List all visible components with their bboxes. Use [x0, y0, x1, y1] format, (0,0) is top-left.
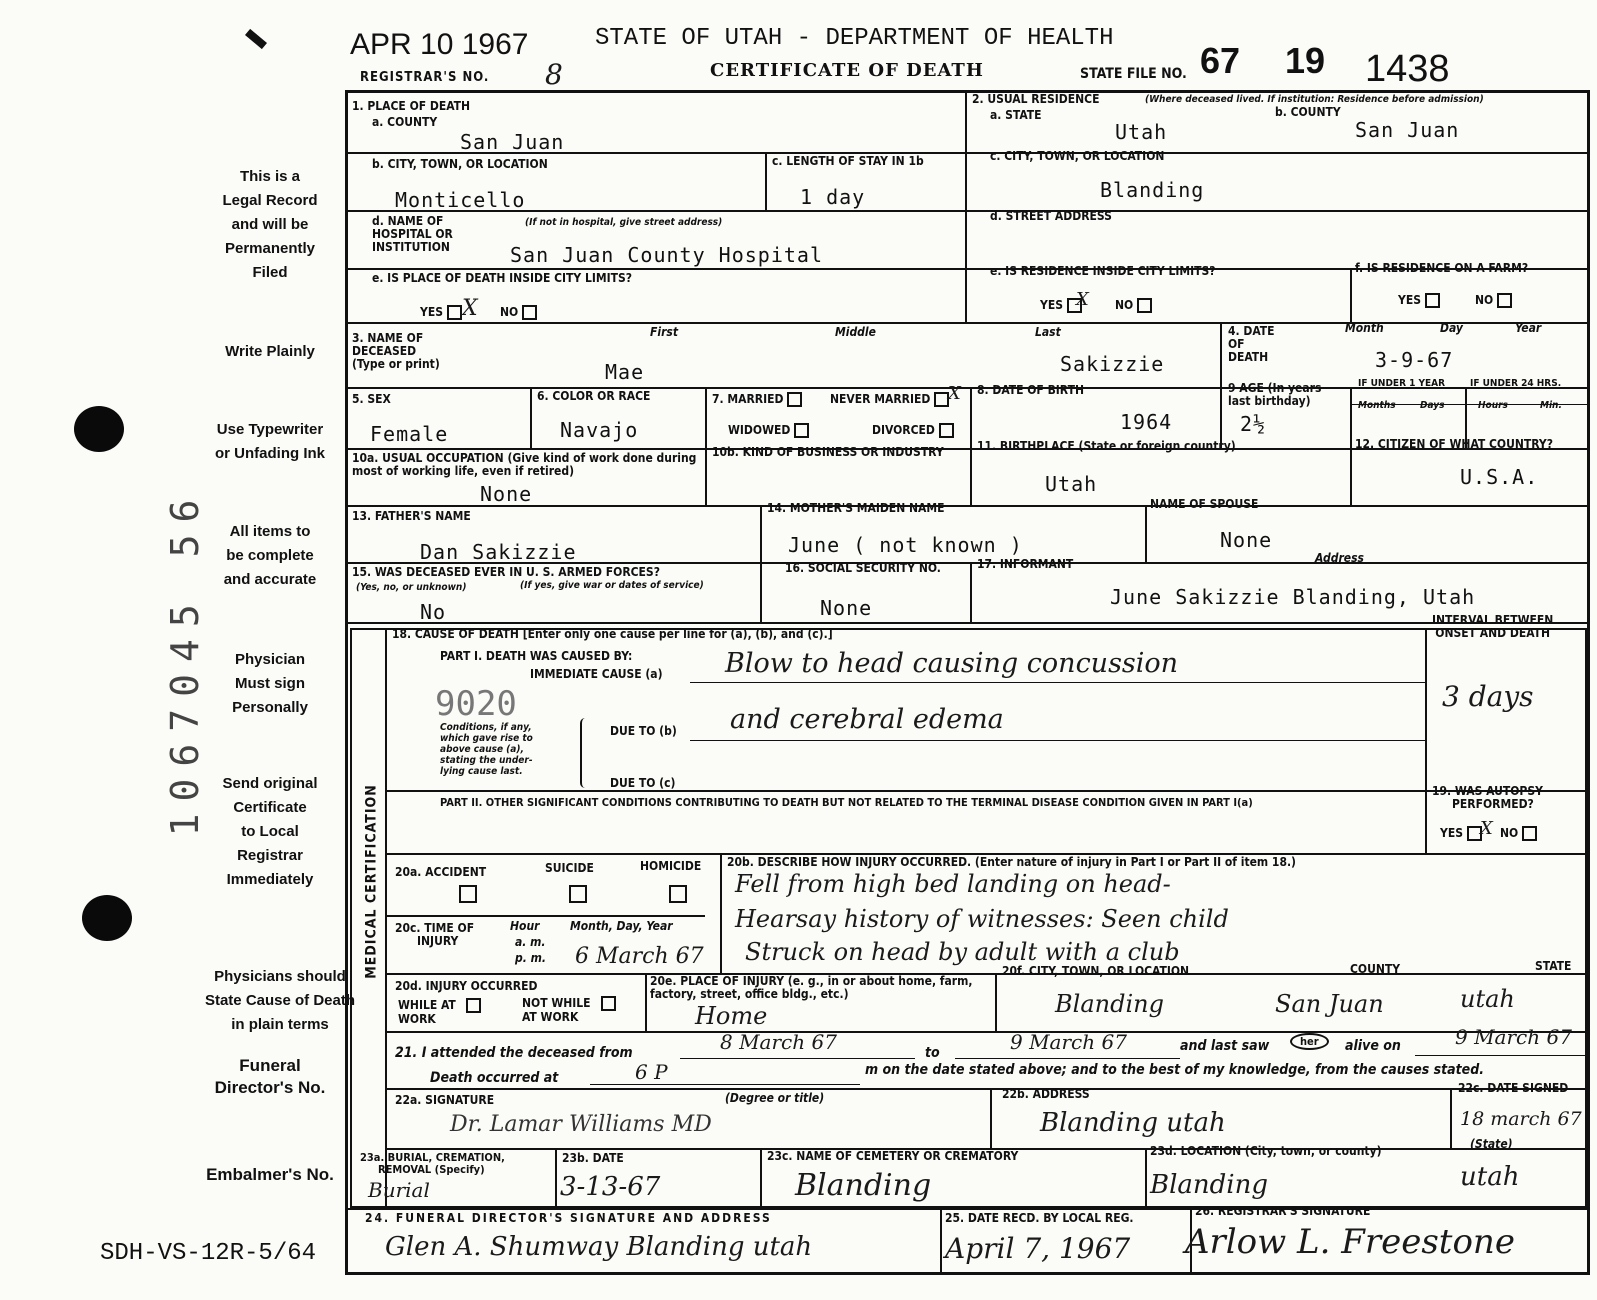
certificate-title: CERTIFICATE OF DEATH: [710, 60, 984, 81]
label-place-of-injury: 20e. PLACE OF INJURY (e. g., in or about home, farm, factory, street, office bldg., etc.): [650, 974, 973, 1001]
checkbox-not-while-work[interactable]: NOT WHILE AT WORK: [522, 996, 616, 1024]
value-hospital: San Juan County Hospital: [510, 243, 823, 267]
value-burial: Burial: [368, 1178, 430, 1202]
value-county: San Juan: [460, 130, 565, 154]
value-injury-2: Hearsay history of witnesses: Seen child: [735, 905, 1229, 933]
value-injury-time: 6 March 67: [575, 944, 704, 969]
state-file-a: 67: [1200, 40, 1241, 81]
checkbox-suicide[interactable]: [569, 885, 587, 903]
label-name: 3. NAME OF DECEASED (Type or print): [352, 331, 440, 371]
checkbox-divorced[interactable]: DIVORCED: [872, 423, 954, 438]
label-due-c: DUE TO (c): [610, 776, 676, 790]
label-res-county: b. COUNTY: [1275, 105, 1341, 119]
value-cemetery: Blanding: [795, 1168, 932, 1203]
label-hospital-note: (If not in hospital, give street address): [525, 217, 723, 228]
value-injury-3: Struck on head by adult with a club: [745, 938, 1180, 966]
value-age: 2½: [1240, 412, 1267, 436]
label-injury-state: STATE: [1535, 959, 1572, 973]
value-place: Home: [695, 1002, 768, 1030]
sidebar-typewriter: Use Typewriter or Unfading Ink: [215, 421, 325, 462]
state-file-b: 19: [1285, 40, 1326, 81]
value-location: Blanding: [1150, 1170, 1269, 1200]
label-injury-occurred: 20d. INJURY OCCURRED: [395, 979, 538, 993]
value-registrar-sig: Arlow L. Freestone: [1185, 1222, 1515, 1262]
label-autopsy: 19. WAS AUTOPSY PERFORMED?: [1432, 784, 1543, 811]
value-informant: June Sakizzie Blanding, Utah: [1110, 585, 1476, 609]
label-address: Address: [1315, 551, 1364, 565]
value-birth: 1964: [1120, 410, 1173, 434]
state-title: STATE OF UTAH - DEPARTMENT OF HEALTH: [595, 25, 1114, 52]
checkbox-widowed[interactable]: WIDOWED: [728, 423, 809, 438]
label-burial: 23a. BURIAL, CREMATION, REMOVAL (Specify): [360, 1151, 505, 1176]
registrar-number: 8: [545, 58, 563, 91]
label-armed-note2: (If yes, give war or dates of service): [520, 580, 704, 591]
value-occupation: None: [480, 482, 533, 506]
label-length-of-stay: c. LENGTH OF STAY IN 1b: [772, 154, 924, 168]
label-year: Year: [1515, 321, 1542, 335]
label-mother: 14. MOTHER'S MAIDEN NAME: [767, 501, 945, 515]
sidebar-embalmer: Embalmer's No.: [206, 1165, 334, 1184]
label-state: a. STATE: [990, 108, 1042, 122]
value-cause-b: and cerebral edema: [730, 704, 1004, 735]
checkbox-res-yes[interactable]: YES: [1040, 298, 1082, 313]
value-injury-1: Fell from high bed landing on head-: [735, 870, 1171, 898]
value-death-date: 3-9-67: [1375, 348, 1454, 372]
label-under-1: IF UNDER 1 YEAR: [1358, 378, 1446, 389]
value-armed: No: [420, 600, 447, 624]
value-cause-a: Blow to head causing concussion: [725, 648, 1179, 679]
label-last: Last: [1035, 325, 1061, 339]
label-middle: Middle: [835, 325, 876, 339]
label-funeral-director: 24. FUNERAL DIRECTOR'S SIGNATURE AND ADDRESS: [365, 1211, 772, 1225]
value-sex: Female: [370, 422, 449, 446]
punch-hole-bottom: [82, 895, 132, 941]
label-days: Days: [1420, 400, 1445, 411]
label-farm: f. IS RESIDENCE ON A FARM?: [1355, 261, 1529, 275]
label-on-date: m on the date stated above; and to the best of my knowledge, from the causes stated.: [865, 1062, 1485, 1078]
value-alive-on: 9 March 67: [1455, 1025, 1572, 1049]
value-inj-city: Blanding: [1055, 990, 1164, 1018]
label-citizen: 12. CITIZEN OF WHAT COUNTRY?: [1355, 437, 1553, 451]
sidebar-funeral: Funeral Director's No.: [214, 1056, 326, 1097]
label-sex: 5. SEX: [352, 392, 391, 406]
checkbox-farm-yes[interactable]: YES: [1398, 293, 1440, 308]
label-date-signed: 22c. DATE SIGNED: [1458, 1081, 1569, 1095]
mark-never-married: X: [948, 383, 961, 404]
value-signature: Dr. Lamar Williams MD: [450, 1112, 712, 1137]
value-res-county: San Juan: [1355, 118, 1460, 142]
label-res-city: c. CITY, TOWN, OR LOCATION: [990, 149, 1165, 163]
checkbox-never-married[interactable]: NEVER MARRIED: [830, 392, 949, 407]
value-res-city: Blanding: [1100, 178, 1205, 202]
label-business: 10b. KIND OF BUSINESS OR INDUSTRY: [712, 445, 944, 459]
value-race: Navajo: [560, 418, 639, 442]
medical-certification-label: MEDICAL CERTIFICATION: [363, 784, 380, 979]
sidebar-legal: This is a Legal Record and will be Permanently Filed: [222, 168, 318, 281]
label-occupation: 10a. USUAL OCCUPATION (Give kind of work done during most of working life, even if retired): [352, 451, 697, 478]
label-doc-address: 22b. ADDRESS: [1002, 1087, 1090, 1101]
label-residence-note: (Where deceased lived. If institution: Residence before admission): [1145, 94, 1484, 105]
label-cause: 18. CAUSE OF DEATH [Enter only one cause per line for (a), (b), and (c).]: [392, 627, 833, 641]
label-month: Month: [1345, 321, 1384, 335]
label-first: First: [650, 325, 678, 339]
label-occurred: Death occurred at: [430, 1070, 559, 1086]
checkbox-married[interactable]: 7. MARRIED: [712, 392, 802, 407]
label-attended: 21. I attended the deceased from: [395, 1045, 633, 1061]
label-usual-residence: 2. USUAL RESIDENCE: [972, 92, 1100, 106]
value-signed: 18 march 67: [1460, 1108, 1582, 1130]
label-injury-city: 20f. CITY, TOWN, OR LOCATION: [1002, 964, 1190, 978]
checkbox-while-work[interactable]: WHILE AT WORK: [398, 998, 481, 1026]
mark-res-yes: X: [1076, 289, 1089, 310]
label-immediate: IMMEDIATE CAUSE (a): [530, 667, 663, 681]
value-doc-address: Blanding utah: [1040, 1108, 1226, 1138]
checkbox-autopsy-yes[interactable]: YES: [1440, 826, 1482, 841]
state-file-c: 1438: [1365, 48, 1450, 90]
value-ssn: None: [820, 596, 873, 620]
value-inj-county: San Juan: [1275, 990, 1384, 1018]
value-code: 9020: [435, 684, 517, 724]
label-time-of-injury: 20c. TIME OF INJURY: [395, 921, 475, 948]
value-from: 8 March 67: [720, 1030, 837, 1054]
label-injury-county: COUNTY: [1350, 962, 1401, 976]
label-father: 13. FATHER'S NAME: [352, 509, 471, 523]
value-funeral-sig: Glen A. Shumway Blanding utah: [385, 1232, 813, 1262]
label-under-24: IF UNDER 24 HRS.: [1470, 378, 1562, 389]
label-race: 6. COLOR OR RACE: [537, 389, 651, 403]
label-birth: 8. DATE OF BIRTH: [977, 383, 1084, 397]
conditions-brace: [580, 718, 590, 788]
sidebar-write: Write Plainly: [225, 343, 315, 360]
label-conditions: Conditions, if any, which gave rise to above cause (a), stating the under- lying cause last.: [440, 722, 533, 777]
date-stamp: APR 10 1967: [350, 28, 529, 61]
label-burial-date: 23b. DATE: [562, 1151, 624, 1165]
label-county: a. COUNTY: [372, 115, 438, 129]
label-date-of-death: 4. DATE OF DEATH: [1228, 324, 1275, 364]
value-to: 9 March 67: [1010, 1030, 1127, 1054]
value-stay: 1 day: [800, 185, 866, 209]
label-am: a. m.: [515, 935, 546, 949]
value-father: Dan Sakizzie: [420, 540, 577, 564]
label-hospital: d. NAME OF HOSPITAL OR INSTITUTION: [372, 214, 453, 254]
checkbox-autopsy-no[interactable]: NO: [1500, 826, 1537, 841]
mark-autopsy-yes: X: [1480, 818, 1493, 839]
label-lastsaw: and last saw: [1180, 1038, 1270, 1054]
sidebar-physician: Physician Must sign Personally: [232, 651, 308, 716]
value-birthplace: Utah: [1045, 472, 1098, 496]
punch-hole-top: [74, 406, 124, 452]
label-part2: PART II. OTHER SIGNIFICANT CONDITIONS CONTRIBUTING TO DEATH BUT NOT RELATED TO THE TERMINAL DISEASE CONDITION GIVEN IN PART I(a): [440, 796, 1253, 809]
mark-inside-yes: X: [462, 296, 478, 321]
value-burial-date: 3-13-67: [560, 1172, 661, 1202]
label-degree: (Degree or title): [725, 1091, 825, 1105]
label-street: d. STREET ADDRESS: [990, 209, 1112, 223]
label-city: b. CITY, TOWN, OR LOCATION: [372, 157, 548, 171]
value-interval: 3 days: [1442, 680, 1534, 713]
value-res-state: Utah: [1115, 120, 1168, 144]
label-due-b: DUE TO (b): [610, 724, 677, 738]
checkbox-inside-no[interactable]: NO: [500, 305, 537, 320]
label-day: Day: [1440, 321, 1463, 335]
form-number: SDH-VS-12R-5/64: [100, 1240, 317, 1267]
label-months: Months: [1358, 400, 1396, 411]
value-last: Sakizzie: [1060, 352, 1165, 376]
label-pm: p. m.: [515, 951, 546, 965]
label-interval: INTERVAL BETWEEN ONSET AND DEATH: [1432, 613, 1554, 640]
checkbox-farm-no[interactable]: NO: [1475, 293, 1512, 308]
value-first: Mae: [605, 360, 645, 384]
sidebar-complete: All items to be complete and accurate: [223, 523, 317, 588]
label-accident: 20a. ACCIDENT: [395, 865, 487, 879]
label-to: to: [925, 1045, 940, 1061]
label-signature: 22a. SIGNATURE: [395, 1093, 495, 1107]
label-alive: alive on: [1345, 1038, 1401, 1054]
label-mdy: Month, Day, Year: [570, 919, 673, 933]
value-citizen: U.S.A.: [1460, 465, 1539, 489]
label-spouse: NAME OF SPOUSE: [1150, 497, 1259, 511]
checkbox-inside-yes[interactable]: YES: [420, 305, 462, 320]
state-file-label: STATE FILE NO.: [1080, 66, 1187, 82]
value-city: Monticello: [395, 188, 526, 212]
label-registrar-sig: 26. REGISTRAR'S SIGNATURE: [1195, 1204, 1371, 1218]
label-armed: 15. WAS DECEASED EVER IN U. S. ARMED FORCES?: [352, 565, 660, 579]
label-cemetery: 23c. NAME OF CEMETERY OR CREMATORY: [767, 1149, 1019, 1163]
label-inside-city: e. IS PLACE OF DEATH INSIDE CITY LIMITS?: [372, 271, 633, 285]
label-age: 9 AGE (In years last birthday): [1228, 381, 1322, 408]
value-inj-state: utah: [1460, 985, 1515, 1013]
value-loc-state: utah: [1460, 1162, 1520, 1192]
label-suicide: SUICIDE: [545, 861, 594, 875]
label-homicide: HOMICIDE: [640, 859, 702, 873]
label-hours: Hours: [1478, 400, 1508, 411]
registrar-label: REGISTRAR'S NO.: [360, 70, 490, 85]
checkbox-accident[interactable]: [459, 885, 477, 903]
checkbox-res-no[interactable]: NO: [1115, 298, 1152, 313]
label-describe-injury: 20b. DESCRIBE HOW INJURY OCCURRED. (Enter nature of injury in Part I or Part II of item 18.): [727, 855, 1296, 869]
label-location: 23d. LOCATION (City, town, or county): [1150, 1144, 1382, 1158]
sidebar-should: Physicians should State Cause of Death in plain terms: [204, 968, 356, 1033]
value-lastsaw: her: [1290, 1033, 1329, 1050]
label-informant: 17. INFORMANT: [977, 557, 1074, 571]
label-birthplace: 11. BIRTHPLACE (State or foreign country): [977, 439, 1236, 453]
checkbox-homicide[interactable]: [669, 885, 687, 903]
corner-mark-icon: [245, 29, 267, 49]
value-date-recd: April 7, 1967: [945, 1232, 1131, 1265]
vertical-file-number: 1067045 56: [163, 487, 207, 837]
value-occurred: 6 P: [635, 1060, 668, 1084]
sidebar-send: Send original Certificate to Local Registrar Immediately: [222, 775, 318, 888]
label-hour: Hour: [510, 919, 540, 933]
label-armed-note: (Yes, no, or unknown): [356, 582, 467, 593]
label-ssn: 16. SOCIAL SECURITY NO.: [785, 561, 941, 575]
label-loc-state: (State): [1470, 1137, 1513, 1151]
label-place-of-death: 1. PLACE OF DEATH: [352, 99, 471, 113]
value-spouse: None: [1220, 528, 1273, 552]
label-res-inside: e. IS RESIDENCE INSIDE CITY LIMITS?: [990, 264, 1216, 278]
label-min: Min.: [1540, 400, 1562, 411]
label-date-recd: 25. DATE RECD. BY LOCAL REG.: [945, 1211, 1134, 1225]
label-part1: PART I. DEATH WAS CAUSED BY:: [440, 649, 633, 663]
value-mother: June ( not known ): [788, 533, 1023, 557]
